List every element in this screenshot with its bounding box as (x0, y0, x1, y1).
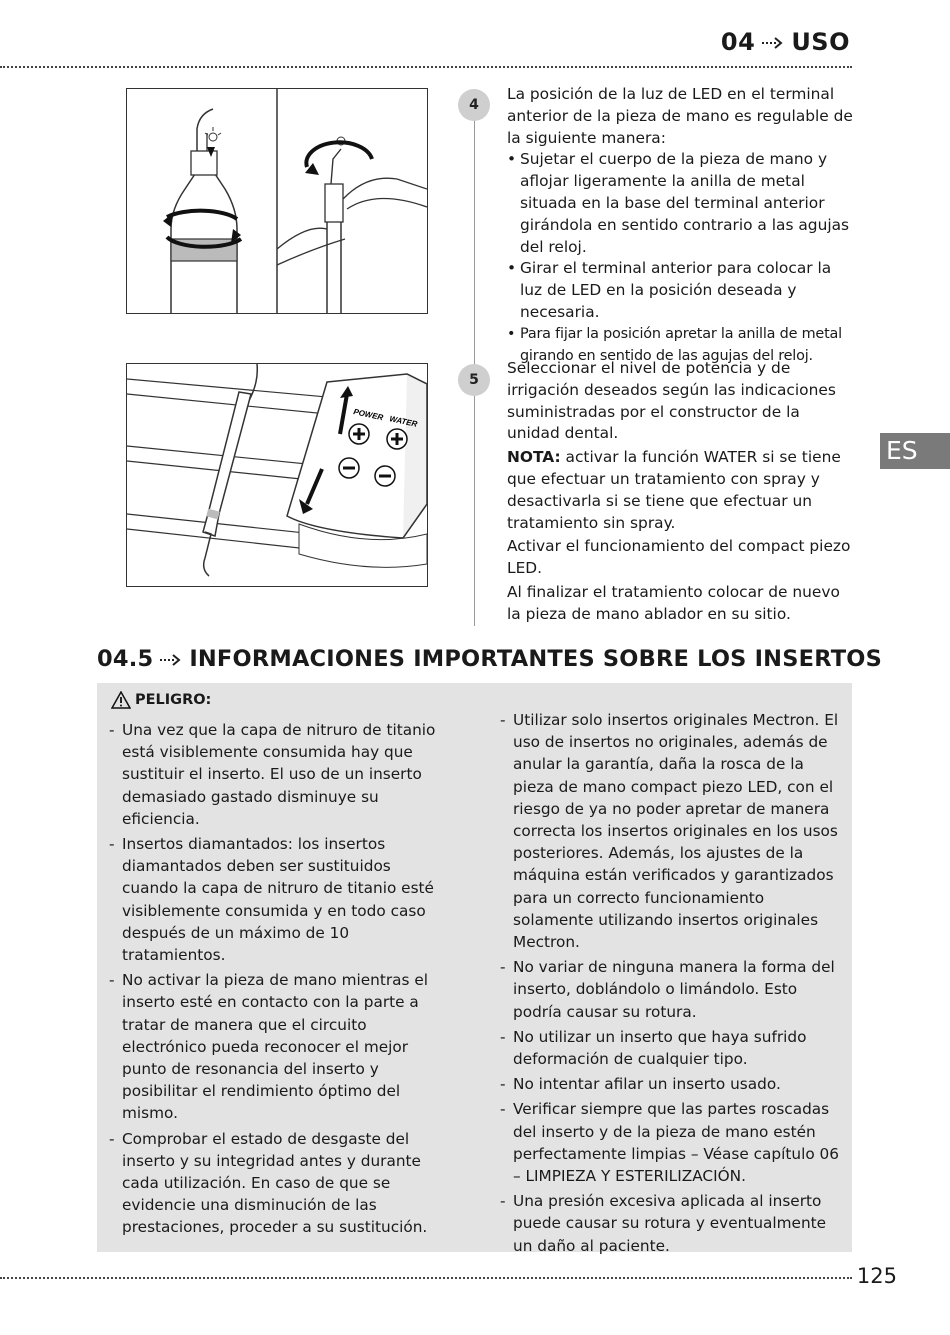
warning-item: - No intentar afilar un inserto usado. (500, 1073, 840, 1095)
warning-item: - Comprobar el estado de desgaste del inserto y su integridad antes y durante cada utilización. En caso de que se evidencie una disminución de las prestaciones, proceder a su sustitución. (109, 1128, 439, 1239)
step-5-text (507, 358, 857, 626)
step-4-badge: 4 (458, 89, 490, 121)
step-4-bullet: • Sujetar el cuerpo de la pieza de mano y aflojar ligeramente la anilla de metal situada en la base del terminal anterior girándola en sentido contrario a las agujas del reloj. (507, 149, 857, 258)
step-4-intro: La posición de la luz de LED en el terminal anterior de la pieza de mano es regulable de la siguiente manera: (507, 85, 853, 147)
warning-left-column (109, 719, 439, 1242)
water-label: WATER (388, 414, 419, 429)
note-label: NOTA: (507, 448, 561, 467)
dotted-arrow-icon (761, 36, 785, 50)
dotted-arrow-icon (159, 653, 183, 667)
warning-item: - Insertos diamantados: los insertos diamantados deben ser sustituidos cuando la capa de nitruro de titanio esté visiblemente consumida y en todo caso después de un máximo de 10 tratamientos. (109, 833, 439, 966)
power-label: POWER (352, 407, 385, 423)
footer-rule (0, 1277, 852, 1279)
warning-item: - No activar la pieza de mano mientras el inserto esté en contacto con la parte a tratar de manera que el circuito electrónico pueda reconocer el mejor punto de resonancia del inserto y posibilitar el rendimiento óptimo del mismo. (109, 969, 439, 1124)
warning-item: - Utilizar solo insertos originales Mectron. El uso de insertos no originales, además de anular la garantía, daña la rosca de la pieza de mano compact piezo LED, con el riesgo de ya no poder apretar de manera correcta los insertos originales en los usos posteriores. Además, los ajustes de la máquina están verificados y garantizados para un correcto funcionamiento solamente utilizando insertos originales Mectron. (500, 709, 840, 953)
warning-right-list (500, 709, 840, 1257)
step-5-note: NOTA: activar la función WATER si se tiene que efectuar un tratamiento con spray y desactivarla si se tiene que efectuar un tratamiento sin spray. (507, 448, 841, 532)
figure-control-panel (126, 363, 428, 587)
step-5-paragraph: Al finalizar el tratamiento colocar de nuevo la pieza de mano ablador en su sitio. (507, 582, 840, 623)
chapter-number: 04 (720, 28, 756, 56)
warning-header (111, 691, 211, 709)
warning-item: - Una presión excesiva aplicada al inserto puede causar su rotura y eventualmente un daño al paciente. (500, 1190, 840, 1257)
warning-box (97, 683, 852, 1255)
warning-item: - Verificar siempre que las partes roscadas del inserto y de la pieza de mano estén perfectamente limpias – Véase capítulo 06 – LIMPIEZA Y ESTERILIZACIÓN. (500, 1098, 840, 1187)
section-heading: INFORMACIONES IMPORTANTES SOBRE LOS INSERTOS (189, 646, 882, 672)
step-4-bullet: • Girar el terminal anterior para colocar la luz de LED en la posición deseada y necesaria. (507, 258, 857, 323)
warning-item: - Una vez que la capa de nitruro de titanio está visiblemente consumida hay que sustituir el inserto. El uso de un inserto demasiado gastado disminuye su eficiencia. (109, 719, 439, 830)
step-4-bullets (507, 149, 857, 367)
warning-left-list (109, 719, 439, 1239)
step-5-paragraph: Seleccionar el nivel de potencia y de irrigación deseados según las indicaciones suministradas por el constructor de la unidad dental. (507, 359, 836, 443)
chapter-title: USO (791, 28, 850, 56)
led-adjust-illustration (127, 89, 427, 313)
section-number: 04.5 (97, 646, 154, 672)
warning-right-column (500, 709, 840, 1260)
step-4-bullet: • Para fijar la posición apretar la anilla de metal girando en sentido de las agujas del reloj. (507, 324, 857, 368)
warning-triangle-icon (111, 691, 131, 709)
chapter-header (721, 28, 850, 56)
language-tab: ES (880, 433, 950, 469)
section-title (97, 646, 882, 672)
warning-item: - No variar de ninguna manera la forma del inserto, doblándolo o limándolo. Esto podría causar su rotura. (500, 956, 840, 1023)
figure-led-adjust (126, 88, 428, 314)
header-rule (0, 66, 852, 68)
step-5-paragraph: Activar el funcionamiento del compact piezo LED. (507, 537, 851, 578)
warning-item: - No utilizar un inserto que haya sufrido deformación de cualquier tipo. (500, 1026, 840, 1070)
control-panel-illustration (127, 364, 427, 586)
page-number: 125 (856, 1264, 897, 1288)
step-5-badge: 5 (458, 364, 490, 396)
warning-label: PELIGRO: (135, 692, 212, 708)
step-4-text (507, 84, 857, 367)
